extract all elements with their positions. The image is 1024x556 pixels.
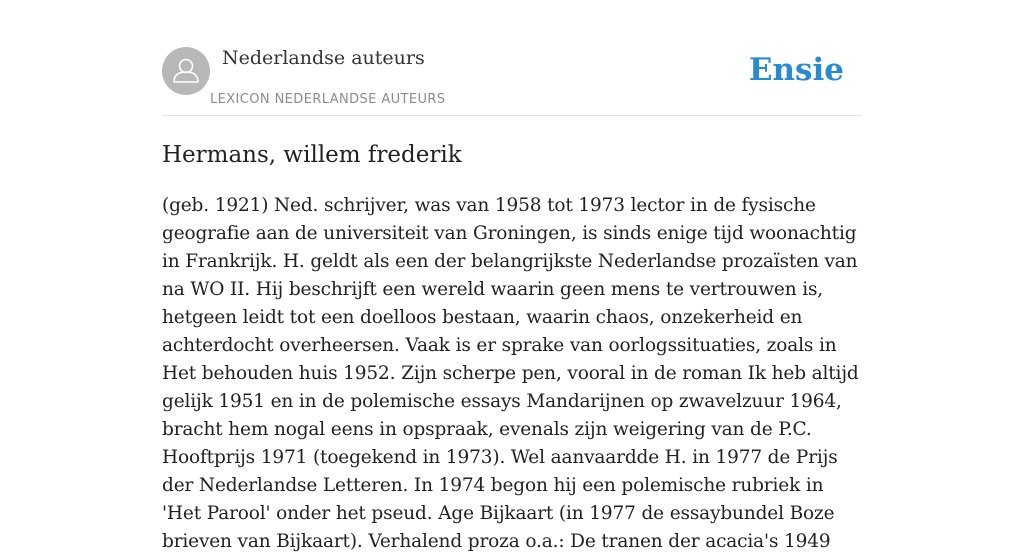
source-header [162,0,862,116]
entry-body: (geb. 1921) Ned. schrijver, was van 1958 tot 1973 lector in de fysische geografie aan de universiteit van Groningen, is sinds enige tijd woonachtig in Frankrijk. H. geldt als een der belangrijkste Nederlandse prozaïsten van na WO II. Hij beschrijft een wereld waarin geen mens te vertrouwen is, hetgeen leidt tot een doelloos bestaan, waarin chaos, onzekerheid en achterdocht overheersen. Vaak is er sprake van oorlogssituaties, zoals in Het behouden huis 1952. Zijn scherpe pen, vooral in de roman Ik heb altijd gelijk 1951 en in de polemische essays Mandarijnen op zwavelzuur 1964, bracht hem nogal eens in opspraak, evenals zijn weigering van de P.C. Hooftprijs 1971 (toegekend in 1973). Wel aanvaardde H. in 1977 de Prijs der Nederlandse Letteren. In 1974 begon hij een polemische rubriek in 'Het Parool' onder het pseud. Age Bijkaart (in 1977 de essaybundel Boze brieven van Bijkaart). Verhalend proza o.a.: De tranen der acacia's 1949 [162,195,859,552]
ensie-logo[interactable]: Ensie [748,52,844,88]
source-subtitle: LEXICON NEDERLANDSE AUTEURS [210,92,446,107]
user-silhouette-icon[interactable] [162,47,210,95]
source-title[interactable]: Nederlandse auteurs [222,47,425,69]
content-container [162,0,862,552]
entry-title: Hermans, willem frederik [162,142,462,168]
